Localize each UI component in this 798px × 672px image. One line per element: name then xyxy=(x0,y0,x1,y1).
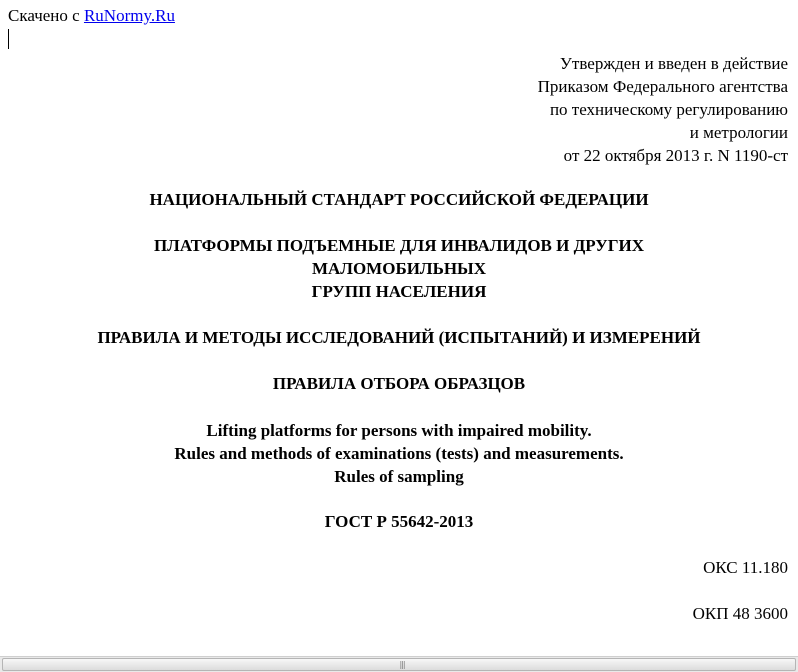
source-link[interactable]: RuNormy.Ru xyxy=(83,6,175,25)
title-en-line: Lifting platforms for persons with impaired mobility. xyxy=(206,421,592,440)
grip-icon: ||| xyxy=(399,660,405,669)
gost-number-text: ГОСТ Р 55642-2013 xyxy=(324,512,474,531)
source-prefix: Скачено с xyxy=(8,6,80,25)
subtitle-ru-text: ПРАВИЛА И МЕТОДЫ ИССЛЕДОВАНИЙ (ИСПЫТАНИЙ) И ИЗМЕРЕНИЙ xyxy=(97,328,701,347)
source-line xyxy=(8,6,175,26)
horizontal-scrollbar[interactable] xyxy=(0,656,798,672)
title-ru-line: МАЛОМОБИЛЬНЫХ xyxy=(311,259,487,278)
oks-code: ОКС 11.180 xyxy=(703,558,788,577)
standard-type-heading xyxy=(0,188,798,211)
title-en xyxy=(0,419,798,488)
subtitle2-ru xyxy=(0,372,798,395)
title-ru-line: ГРУПП НАСЕЛЕНИЯ xyxy=(311,282,487,301)
approval-line: от 22 октября 2013 г. N 1190-ст xyxy=(563,146,788,165)
title-en-line: Rules and methods of examinations (tests) and measurements. xyxy=(174,444,624,463)
approval-line: Утвержден и введен в действие xyxy=(559,54,788,73)
gost-number xyxy=(0,510,798,533)
scrollbar-thumb[interactable] xyxy=(2,658,796,671)
subtitle-ru xyxy=(0,326,798,349)
text-cursor xyxy=(8,29,9,49)
approval-block xyxy=(538,52,788,167)
subtitle2-ru-text: ПРАВИЛА ОТБОРА ОБРАЗЦОВ xyxy=(272,374,526,393)
standard-type-text: НАЦИОНАЛЬНЫЙ СТАНДАРТ РОССИЙСКОЙ ФЕДЕРАЦИИ xyxy=(149,190,649,209)
okp-code: ОКП 48 3600 xyxy=(692,604,788,623)
title-ru-line: ПЛАТФОРМЫ ПОДЪЕМНЫЕ ДЛЯ ИНВАЛИДОВ И ДРУГИХ xyxy=(153,236,645,255)
approval-line: Приказом Федерального агентства xyxy=(537,77,788,96)
title-en-line: Rules of sampling xyxy=(334,467,464,486)
approval-line: и метрологии xyxy=(689,123,788,142)
title-ru xyxy=(0,234,798,303)
approval-line: по техническому регулированию xyxy=(549,100,788,119)
